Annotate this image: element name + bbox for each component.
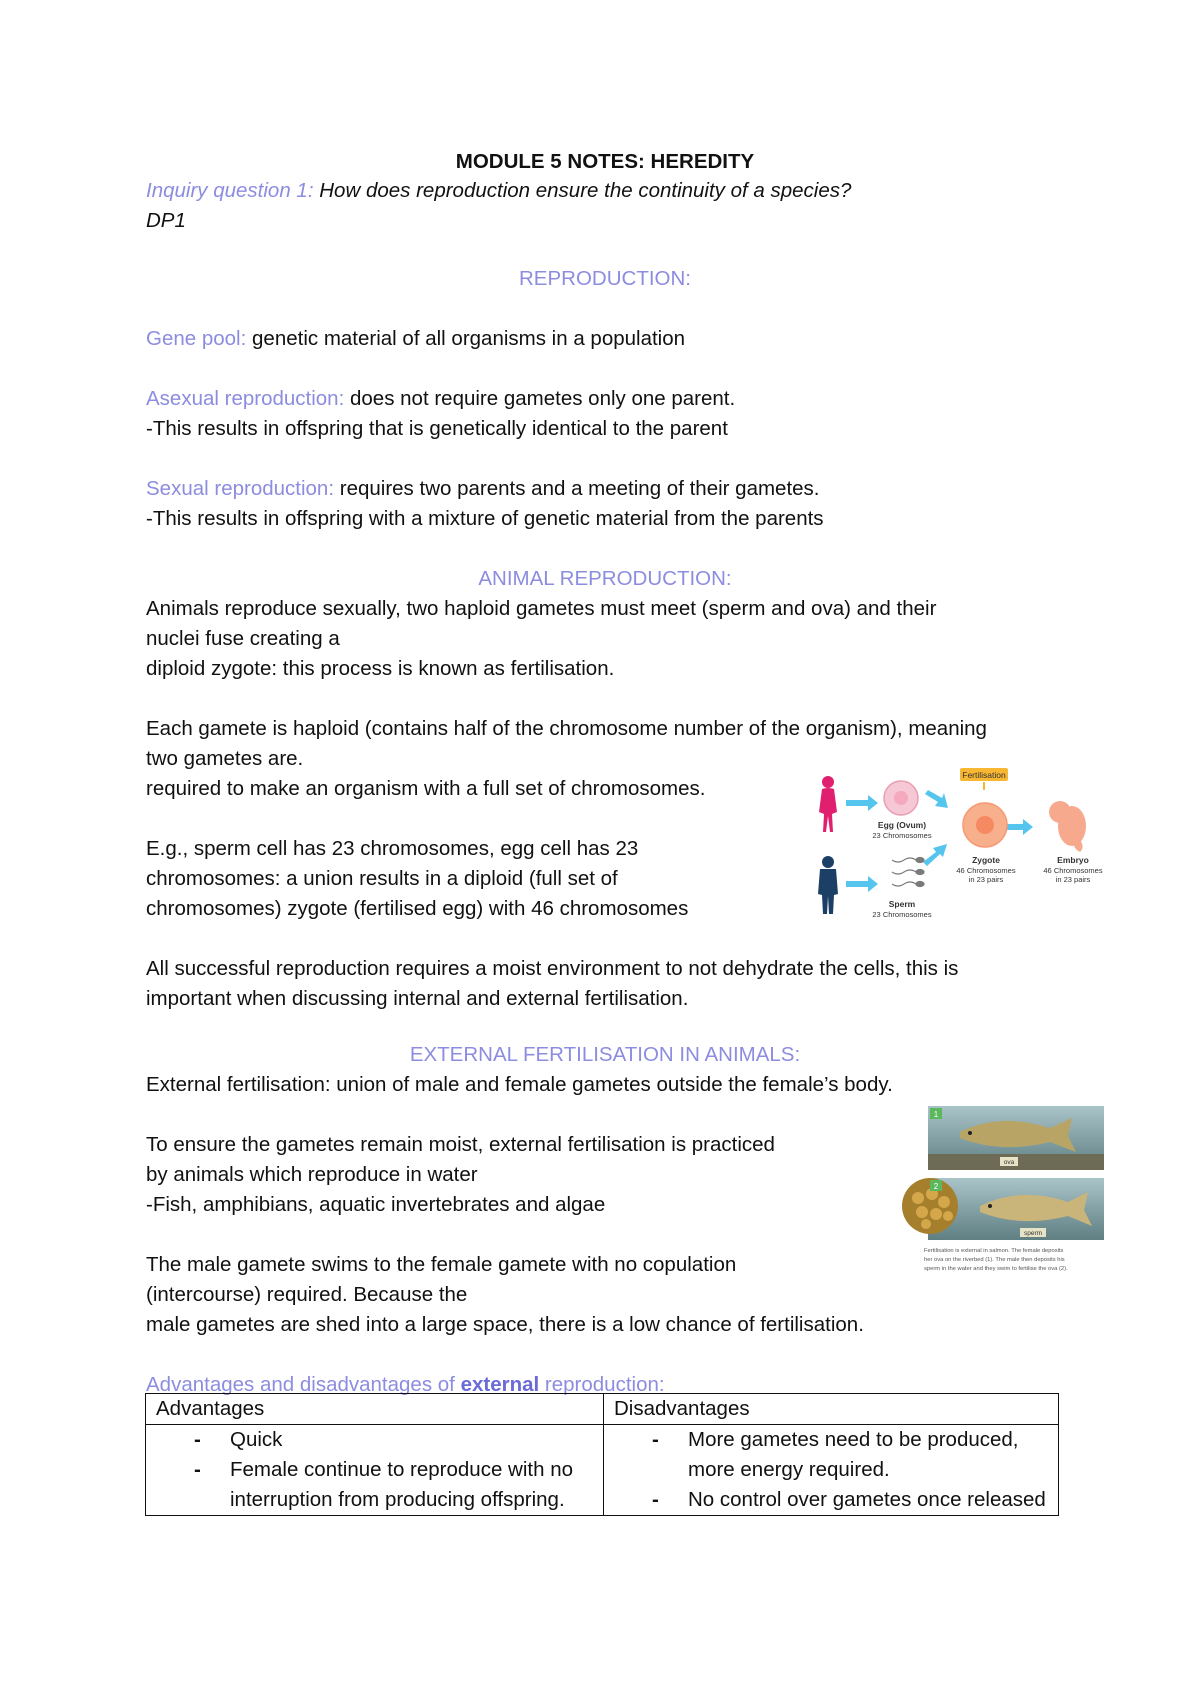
list-item: - Female continue to reproduce with no interruption from producing offspring.	[194, 1458, 574, 1511]
salmon-fertilisation-figure	[900, 1102, 1110, 1280]
caption-line-3: sperm in the water and they swim to fertilise the ova (2).	[924, 1266, 1068, 1272]
external-p2-line3: male gametes are shed into a large space, there is a low chance of fertilisation.	[146, 1313, 864, 1336]
female-silhouette-icon	[819, 776, 837, 832]
egg-sublabel: 23 Chromosomes	[872, 831, 932, 840]
animal-p3-line1: E.g., sperm cell has 23 chromosomes, egg cell has 23	[146, 837, 639, 860]
inquiry-label: Inquiry question 1:	[146, 179, 314, 202]
advantages-cell	[146, 1425, 604, 1516]
external-p1-line2: by animals which reproduce in water	[146, 1163, 478, 1186]
sexual-definition	[146, 474, 820, 504]
embryo-label: Embryo	[1057, 855, 1089, 865]
list-item: - More gametes need to be produced, more energy required.	[652, 1428, 1019, 1481]
animal-p1-line3: diploid zygote: this process is known as fertilisation.	[146, 657, 615, 680]
table-header-row	[146, 1394, 1059, 1425]
fertilisation-label: Fertilisation	[962, 770, 1006, 780]
section-heading-external: EXTERNAL FERTILISATION IN ANIMALS:	[409, 1043, 801, 1066]
gene-pool-text: genetic material of all organisms in a population	[252, 327, 686, 350]
advantages-table	[145, 1393, 1059, 1516]
list-item: - No control over gametes once released	[652, 1488, 1046, 1511]
animal-p3-line2: chromosomes: a union results in a diploid (full set of	[146, 867, 618, 890]
list-item: - Quick	[194, 1428, 283, 1451]
embryo-icon	[1049, 801, 1086, 852]
panel-2-number: 2	[933, 1182, 939, 1191]
animal-p3-line3: chromosomes) zygote (fertilised egg) with 46 chromosomes	[146, 897, 689, 920]
external-p1-line3: -Fish, amphibians, aquatic invertebrates and algae	[146, 1193, 606, 1216]
section-heading-animal: ANIMAL REPRODUCTION:	[478, 567, 732, 590]
embryo-sublabel-1: 46 Chromosomes	[1043, 866, 1103, 875]
external-p2-line2: (intercourse) required. Because the	[146, 1283, 468, 1306]
dot-point: DP1	[146, 209, 186, 232]
animal-p2-line3: required to make an organism with a full set of chromosomes.	[146, 777, 706, 800]
zygote-sublabel-2: in 23 pairs	[968, 875, 1004, 884]
table-heading-pre: Advantages and disadvantages of	[146, 1373, 461, 1396]
inquiry-question	[146, 176, 851, 206]
sperm-icon	[892, 858, 924, 887]
animal-p1-line2: nuclei fuse creating a	[146, 627, 340, 650]
table-heading-emphasis: external	[460, 1373, 540, 1396]
sexual-term: Sexual reproduction:	[146, 477, 335, 500]
ova-label: ova	[1003, 1159, 1015, 1166]
caption-line-1: Fertilisation is external in salmon. The female deposits	[924, 1248, 1064, 1254]
table-heading-post: reproduction:	[539, 1373, 665, 1396]
asexual-definition	[146, 384, 735, 414]
external-p1-line1: To ensure the gametes remain moist, external fertilisation is practiced	[146, 1133, 775, 1156]
animal-p1-line1: Animals reproduce sexually, two haploid gametes must meet (sperm and ova) and their	[146, 597, 937, 620]
table-row	[146, 1425, 1059, 1516]
gene-pool-definition	[146, 324, 685, 354]
sperm-label: Sperm	[888, 899, 916, 909]
process-arrows	[846, 790, 1033, 892]
panel-1-number: 1	[933, 1110, 939, 1119]
header-disadvantages: Disadvantages	[604, 1394, 1059, 1425]
asexual-text: does not require gametes only one parent.	[350, 387, 736, 410]
male-silhouette-icon	[818, 856, 838, 914]
external-p2-line1: The male gamete swims to the female gamete with no copulation	[146, 1253, 737, 1276]
sperm-tag: sperm	[1023, 1230, 1043, 1237]
section-heading-reproduction: REPRODUCTION:	[519, 267, 691, 290]
zygote-sublabel-1: 46 Chromosomes	[956, 866, 1016, 875]
sexual-note: -This results in offspring with a mixture of genetic material from the parents	[146, 507, 824, 530]
egg-label: Egg (Ovum)	[877, 820, 927, 830]
animal-p4-line1: All successful reproduction requires a moist environment to not dehydrate the cells, this is	[146, 957, 959, 980]
animal-p2-line2: two gametes are.	[146, 747, 304, 770]
fertilisation-diagram	[810, 768, 1110, 926]
embryo-sublabel-2: in 23 pairs	[1055, 875, 1091, 884]
asexual-term: Asexual reproduction:	[146, 387, 345, 410]
asexual-note: -This results in offspring that is genetically identical to the parent	[146, 417, 728, 440]
header-advantages: Advantages	[146, 1394, 604, 1425]
caption-line-2: her ova on the riverbed (1). The male then deposits his	[924, 1257, 1065, 1263]
external-definition: External fertilisation: union of male and female gametes outside the female’s body.	[146, 1073, 893, 1096]
sperm-sublabel: 23 Chromosomes	[872, 910, 932, 919]
animal-p4-line2: important when discussing internal and external fertilisation.	[146, 987, 689, 1010]
sexual-text: requires two parents and a meeting of their gametes.	[339, 477, 820, 500]
zygote-label: Zygote	[972, 855, 1000, 865]
gene-pool-term: Gene pool:	[146, 327, 247, 350]
disadvantages-cell	[604, 1425, 1059, 1516]
inquiry-text: How does reproduction ensure the continuity of a species?	[319, 179, 852, 202]
page-title: MODULE 5 NOTES: HEREDITY	[455, 150, 755, 173]
animal-p2-line1: Each gamete is haploid (contains half of the chromosome number of the organism), meaning	[146, 717, 987, 740]
